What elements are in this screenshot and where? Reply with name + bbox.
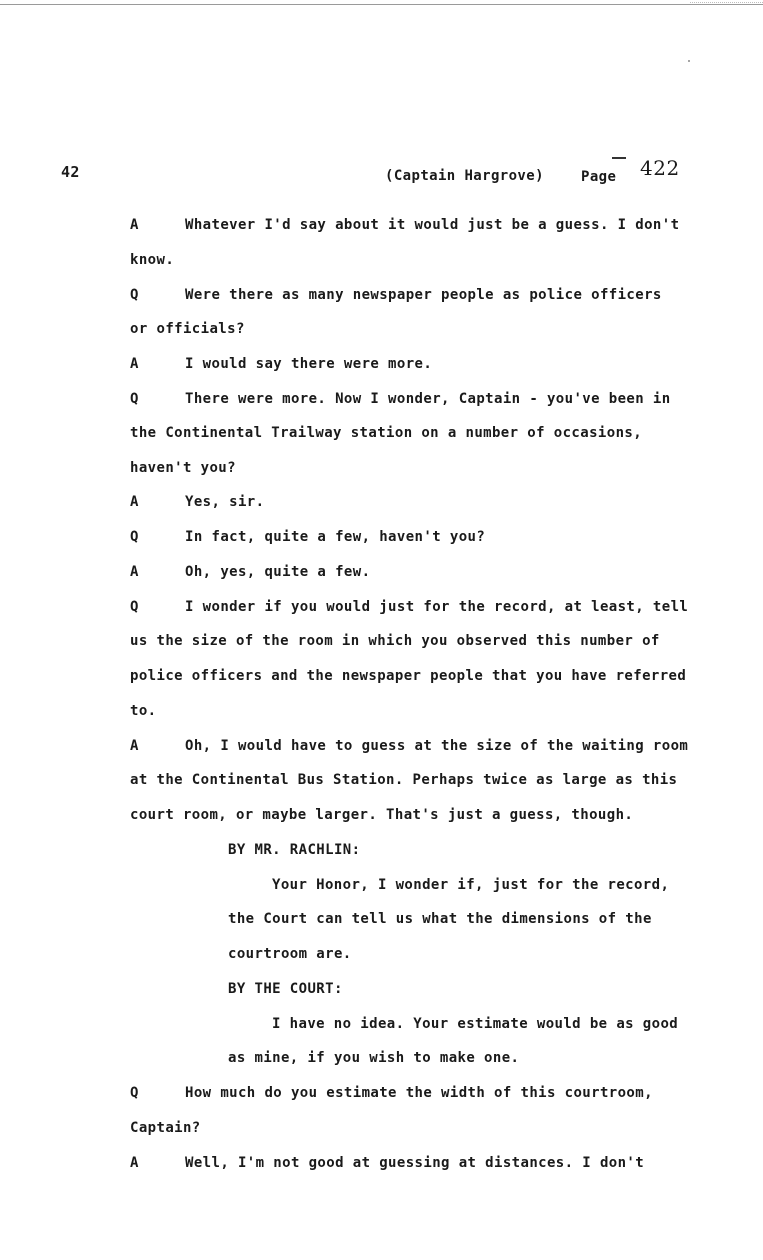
scan-speck <box>688 60 690 62</box>
speaker-label: A <box>130 217 139 233</box>
testimony-line: There were more. Now I wonder, Captain - you've been in <box>185 391 671 407</box>
testimony-line: to. <box>130 703 157 719</box>
testimony-line: or officials? <box>130 321 245 337</box>
page-label: Page <box>581 169 617 185</box>
testimony-line: police officers and the newspaper people that you have referred <box>130 668 687 684</box>
colloquy-line: I have no idea. Your estimate would be as good <box>272 1016 679 1032</box>
colloquy-heading: BY MR. RACHLIN: <box>228 842 361 858</box>
testimony-line: Were there as many newspaper people as police officers <box>185 287 662 303</box>
speaker-label: Q <box>130 1085 139 1101</box>
top-border-line <box>0 4 763 5</box>
testimony-line: Oh, I would have to guess at the size of the waiting room <box>185 738 689 754</box>
testimony-line: at the Continental Bus Station. Perhaps twice as large as this <box>130 772 678 788</box>
speaker-label: Q <box>130 599 139 615</box>
colloquy-line: the Court can tell us what the dimensions of the <box>228 911 652 927</box>
testimony-line: Yes, sir. <box>185 494 265 510</box>
testimony-line: In fact, quite a few, haven't you? <box>185 529 486 545</box>
speaker-label: Q <box>130 391 139 407</box>
speaker-label: A <box>130 564 139 580</box>
testimony-line: know. <box>130 252 175 268</box>
testimony-line: Well, I'm not good at guessing at distances. I don't <box>185 1155 645 1171</box>
speaker-label: A <box>130 494 139 510</box>
testimony-line: Whatever I'd say about it would just be a guess. I don't <box>185 217 680 233</box>
testimony-line: us the size of the room in which you observed this number of <box>130 633 660 649</box>
testimony-line: Oh, yes, quite a few. <box>185 564 371 580</box>
speaker-label: A <box>130 1155 139 1171</box>
colloquy-line: courtroom are. <box>228 946 352 962</box>
testimony-line: I would say there were more. <box>185 356 433 372</box>
witness-name: (Captain Hargrove) <box>385 168 544 184</box>
testimony-line: court room, or maybe larger. That's just a guess, though. <box>130 807 634 823</box>
testimony-line: the Continental Trailway station on a number of occasions, <box>130 425 643 441</box>
colloquy-heading: BY THE COURT: <box>228 981 343 997</box>
colloquy-line: as mine, if you wish to make one. <box>228 1050 520 1066</box>
page-number-mark <box>612 157 626 159</box>
testimony-line: haven't you? <box>130 460 236 476</box>
speaker-label: A <box>130 356 139 372</box>
testimony-line: Captain? <box>130 1120 201 1136</box>
speaker-label: Q <box>130 287 139 303</box>
colloquy-line: Your Honor, I wonder if, just for the record, <box>272 877 670 893</box>
testimony-line: I wonder if you would just for the record, at least, tell <box>185 599 689 615</box>
page-number: 422 <box>640 156 680 180</box>
top-border-dots <box>690 2 763 6</box>
speaker-label: A <box>130 738 139 754</box>
margin-number: 42 <box>61 163 80 181</box>
testimony-line: How much do you estimate the width of this courtroom, <box>185 1085 653 1101</box>
speaker-label: Q <box>130 529 139 545</box>
